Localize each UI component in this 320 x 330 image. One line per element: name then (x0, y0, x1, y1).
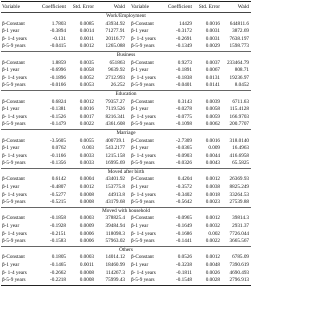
cell-coefficient-left: 1.8859 (51, 59, 66, 66)
cell-variable-left: β- 1-4 years (2, 35, 27, 42)
cell-coefficient-right: -0.0278 (176, 106, 192, 113)
cell-coefficient-left: 0.6824 (51, 98, 66, 105)
table-row (1, 99, 251, 107)
cell-wald-left: 9639.92 (108, 67, 125, 74)
cell-variable-right: β- 1-4 years (131, 269, 156, 276)
cell-variable-left: β- 1-4 years (2, 191, 27, 198)
cell-coefficient-left: 0.1805 (51, 254, 66, 261)
cell-std-error-left: 0.0053 (79, 82, 94, 89)
table-row (1, 176, 251, 184)
cell-wald-right: 7638.197 (229, 35, 249, 42)
cell-variable-right: β-5-9 years (131, 160, 155, 167)
cell-variable-right: β-Constant (131, 254, 154, 261)
cell-coefficient-right: -0.0965 (176, 215, 192, 222)
cell-wald-left: 18460.99 (105, 262, 125, 268)
cell-coefficient-right: -0.1891 (176, 67, 192, 74)
cell-variable-right: β- 1-4 years (131, 191, 156, 198)
cell-variable-left: β- 1-4 years (2, 269, 27, 276)
header-variable-right: Variable (131, 4, 149, 10)
cell-coefficient-left: 0.6142 (51, 176, 66, 183)
cell-variable-right: β-Constant (131, 176, 154, 183)
cell-std-error-right: 0.0012 (205, 176, 220, 183)
cell-variable-right: β-5-9 years (131, 199, 155, 206)
cell-wald-left: 7119.526 (105, 106, 125, 113)
cell-variable-left: β-5-9 years (2, 43, 26, 50)
table-body (1, 13, 251, 285)
table-row (1, 223, 251, 231)
cell-std-error-left: 0.0011 (79, 262, 94, 268)
cell-wald-right: 2931.37 (232, 223, 249, 230)
cell-coefficient-left: -0.1465 (50, 262, 66, 268)
cell-variable-right: β- 1-4 years (131, 113, 156, 120)
cell-coefficient-left: -0.1356 (50, 160, 66, 167)
cell-variable-left: β- 1-4 years (2, 113, 27, 120)
cell-wald-left: 1265.088 (105, 43, 125, 50)
cell-wald-right: 644811.6 (229, 20, 249, 27)
cell-coefficient-right: -0.1811 (176, 269, 192, 276)
cell-coefficient-right: -0.1649 (176, 223, 192, 230)
cell-wald-right: 4690.493 (229, 269, 249, 276)
cell-wald-right: 65.5825 (232, 160, 249, 167)
cell-std-error-left: 0.0012 (79, 184, 94, 191)
cell-wald-right: 8825.249 (229, 184, 249, 191)
cell-wald-right: 6785.09 (232, 254, 249, 261)
cell-wald-left: 43934.92 (105, 20, 125, 27)
cell-variable-right: β- 1-4 years (131, 35, 156, 42)
cell-coefficient-left: -0.1479 (50, 121, 66, 128)
cell-variable-right: β-5-9 years (131, 82, 155, 89)
cell-coefficient-left: -0.5215 (50, 199, 66, 206)
cell-std-error-left: 0.0012 (79, 98, 94, 105)
table-row (1, 153, 251, 161)
table-row (1, 121, 251, 129)
cell-wald-right: 26369.93 (229, 176, 249, 183)
header-coefficient-left: Coefficient (41, 4, 66, 10)
cell-coefficient-right: -0.1548 (176, 277, 192, 284)
table-row (1, 254, 251, 262)
cell-variable-left: β-1 year (2, 223, 20, 230)
cell-std-error-left: 0.0006 (79, 230, 94, 237)
cell-variable-right: β-1 year (131, 184, 149, 191)
cell-std-error-left: 0.003 (82, 145, 94, 152)
section-title: Work/Employment (106, 13, 146, 19)
cell-std-error-right: 0.002 (208, 230, 220, 237)
cell-std-error-right: 0.0029 (205, 43, 220, 50)
table-row (1, 262, 251, 270)
table-row (1, 145, 251, 153)
section-title: Others (1, 246, 251, 255)
table-row (1, 231, 251, 239)
cell-variable-left: β-Constant (2, 215, 25, 222)
table-row (1, 138, 251, 146)
cell-std-error-right: 0.0062 (205, 121, 220, 128)
cell-wald-right: 16.4963 (232, 145, 249, 152)
cell-variable-left: β-5-9 years (2, 277, 26, 284)
cell-coefficient-right: -0.0903 (176, 152, 192, 159)
header-wald-right: Wald (237, 4, 249, 10)
cell-coefficient-left: -0.6996 (50, 67, 66, 74)
cell-coefficient-right: -0.0401 (176, 82, 192, 89)
cell-std-error-right: 0.0022 (205, 238, 220, 245)
table-row (1, 160, 251, 168)
cell-variable-left: β-5-9 years (2, 121, 26, 128)
cell-variable-right: β- 1-4 years (131, 230, 156, 237)
cell-wald-right: 27539.88 (229, 199, 249, 206)
cell-wald-left: 43401.92 (105, 176, 125, 183)
cell-std-error-right: 0.0012 (205, 254, 220, 261)
cell-variable-right: β-1 year (131, 262, 149, 268)
cell-std-error-right: 0.0032 (205, 223, 220, 230)
cell-coefficient-left: -0.4807 (50, 184, 66, 191)
cell-std-error-left: 0.0003 (79, 215, 94, 222)
table-row (1, 21, 251, 29)
cell-coefficient-left: -3.5605 (50, 137, 66, 144)
cell-wald-right: 7390.619 (229, 262, 249, 268)
cell-variable-right: β-Constant (131, 215, 154, 222)
cell-wald-right: 39814.3 (232, 215, 249, 222)
cell-std-error-right: 0.0031 (205, 28, 220, 35)
cell-coefficient-left: -0.1928 (50, 223, 66, 230)
cell-variable-left: β-1 year (2, 106, 20, 113)
cell-wald-right: 808.71 (234, 67, 249, 74)
cell-std-error-right: 0.0043 (205, 160, 220, 167)
cell-std-error-left: 0.0008 (79, 277, 94, 284)
table-row (1, 67, 251, 75)
cell-std-error-right: 0.0044 (205, 152, 220, 159)
cell-variable-right: β- 1-4 years (131, 152, 156, 159)
cell-wald-right: 7726.044 (229, 230, 249, 237)
section-title: Marriage (1, 129, 251, 138)
cell-std-error-left: 0.0006 (79, 238, 94, 245)
cell-wald-left: 79357.27 (105, 98, 125, 105)
header-std-error-left: Std. Error (72, 4, 94, 10)
cell-coefficient-right: 0.3143 (177, 98, 192, 105)
cell-coefficient-left: -0.0415 (50, 43, 66, 50)
cell-wald-left: 118098.3 (105, 230, 125, 237)
cell-variable-right: β-5-9 years (131, 43, 155, 50)
cell-wald-left: 1215.158 (105, 152, 125, 159)
cell-variable-left: β-Constant (2, 254, 25, 261)
cell-variable-left: β-Constant (2, 98, 25, 105)
table-bottom-rule (1, 285, 251, 286)
cell-coefficient-right: -0.1349 (176, 43, 192, 50)
cell-wald-left: 4361.608 (105, 121, 125, 128)
header-variable-left: Variable (2, 4, 20, 10)
cell-wald-left: 39484.94 (105, 223, 125, 230)
cell-variable-left: β-1 year (2, 184, 20, 191)
cell-wald-right: 2796.913 (229, 277, 249, 284)
cell-variable-left: β-1 year (2, 28, 20, 35)
cell-std-error-left: 0.0008 (79, 191, 94, 198)
cell-wald-left: 2712.993 (105, 74, 125, 81)
cell-std-error-right: 0.0059 (205, 113, 220, 120)
cell-std-error-left: 0.0008 (79, 269, 94, 276)
cell-coefficient-left: 0.0762 (51, 145, 66, 152)
cell-coefficient-right: -0.1686 (176, 230, 192, 237)
cell-variable-left: β-Constant (2, 176, 25, 183)
cell-wald-left: 44913.8 (108, 191, 125, 198)
table-row (1, 270, 251, 278)
cell-std-error-right: 0.0016 (205, 20, 220, 27)
cell-std-error-left: 0.0008 (79, 199, 94, 206)
cell-wald-left: 543.2177 (105, 145, 125, 152)
cell-variable-right: β- 1-4 years (131, 74, 156, 81)
cell-wald-right: 33264.53 (229, 191, 249, 198)
cell-variable-left: β-Constant (2, 59, 25, 66)
header-coefficient-right: Coefficient (167, 4, 192, 10)
cell-variable-left: β- 1-4 years (2, 74, 27, 81)
cell-std-error-left: 0.0085 (79, 20, 94, 27)
table-row (1, 36, 251, 44)
cell-std-error-right: 0.0026 (205, 269, 220, 276)
cell-variable-right: β-1 year (131, 67, 149, 74)
cell-wald-right: 1598.773 (229, 43, 249, 50)
cell-coefficient-right: 0.4204 (177, 176, 192, 183)
cell-coefficient-left: 1.7803 (51, 20, 66, 27)
cell-coefficient-right: -0.1098 (176, 121, 192, 128)
cell-std-error-left: 0.0017 (79, 113, 94, 120)
section-title: Education (1, 90, 251, 99)
cell-coefficient-right: -0.3238 (176, 262, 192, 268)
cell-coefficient-left: -0.0166 (50, 82, 66, 89)
cell-std-error-right: 0.009 (208, 145, 220, 152)
cell-std-error-left: 0.0035 (79, 59, 94, 66)
cell-coefficient-right: -2.7309 (176, 137, 192, 144)
cell-std-error-right: 0.0038 (205, 184, 220, 191)
cell-std-error-right: 0.0039 (205, 98, 220, 105)
cell-coefficient-right: 0.9273 (177, 59, 192, 66)
cell-wald-left: 71277.91 (105, 28, 125, 35)
cell-wald-right: 8.0452 (234, 82, 249, 89)
cell-std-error-right: 0.0028 (205, 277, 220, 284)
table-row (1, 75, 251, 83)
cell-variable-left: β- 1-4 years (2, 152, 27, 159)
cell-wald-right: 6711.63 (232, 98, 249, 105)
cell-std-error-right: 0.0048 (205, 262, 220, 268)
cell-coefficient-right: -0.5642 (176, 199, 192, 206)
cell-variable-left: β-5-9 years (2, 238, 26, 245)
cell-std-error-left: 0.0016 (79, 106, 94, 113)
cell-std-error-right: 0.0031 (205, 35, 220, 42)
header-std-error-right: Std. Error (198, 4, 220, 10)
cell-std-error-right: 0.0131 (205, 74, 220, 81)
cell-wald-left: 43179.68 (105, 199, 125, 206)
cell-coefficient-left: -0.1858 (50, 215, 66, 222)
cell-wald-left: 400739.1 (105, 137, 125, 144)
table-row (1, 60, 251, 68)
cell-coefficient-right: -0.3402 (176, 191, 192, 198)
cell-std-error-left: 0.0033 (79, 152, 94, 159)
cell-coefficient-left: -0.131 (52, 35, 66, 42)
cell-std-error-left: 0.0052 (79, 74, 94, 81)
cell-coefficient-left: -0.2662 (50, 269, 66, 276)
cell-wald-right: 233464.79 (226, 59, 249, 66)
cell-variable-right: β-5-9 years (131, 238, 155, 245)
cell-coefficient-left: -0.5277 (50, 191, 66, 198)
cell-std-error-left: 0.0033 (79, 160, 94, 167)
section-title: Moved after birth (1, 168, 251, 177)
cell-wald-right: 19236.97 (229, 74, 249, 81)
table-row (1, 43, 251, 51)
cell-std-error-right: 0.0058 (205, 106, 220, 113)
section-title: Business (1, 51, 251, 60)
cell-wald-right: 166.9703 (229, 113, 249, 120)
cell-wald-left: 57963.02 (105, 238, 125, 245)
cell-coefficient-left: -0.1526 (50, 113, 66, 120)
cell-variable-left: β- 1-4 years (2, 230, 27, 237)
cell-wald-left: 16995.69 (105, 160, 125, 167)
cell-coefficient-left: -0.3894 (50, 28, 66, 35)
cell-variable-left: β-Constant (2, 20, 25, 27)
cell-std-error-left: 0.0011 (79, 35, 94, 42)
cell-std-error-left: 0.0014 (79, 28, 94, 35)
cell-coefficient-right: -0.3572 (176, 184, 192, 191)
cell-coefficient-right: -0.3172 (176, 28, 192, 35)
cell-variable-right: β-5-9 years (131, 277, 155, 284)
cell-coefficient-left: -0.1896 (50, 74, 66, 81)
cell-wald-right: 3872.69 (232, 28, 249, 35)
cell-variable-right: β-1 year (131, 145, 149, 152)
cell-variable-left: β-5-9 years (2, 160, 26, 167)
cell-std-error-right: 0.0012 (205, 215, 220, 222)
cell-std-error-left: 0.0003 (79, 254, 94, 261)
cell-wald-left: 26.252 (110, 82, 125, 89)
cell-std-error-right: 0.0067 (205, 67, 220, 74)
cell-wald-right: 318.0140 (229, 137, 249, 144)
cell-variable-right: β-Constant (131, 98, 154, 105)
cell-variable-left: β-1 year (2, 67, 20, 74)
cell-std-error-right: 0.0016 (205, 137, 220, 144)
table-row (1, 215, 251, 223)
table-row (1, 114, 251, 122)
cell-wald-left: 75999.43 (105, 277, 125, 284)
cell-std-error-left: 0.0058 (79, 67, 94, 74)
table-header-row (1, 2, 251, 12)
cell-variable-right: β-Constant (131, 59, 154, 66)
table-row (1, 192, 251, 200)
cell-variable-left: β-1 year (2, 145, 20, 152)
cell-std-error-right: 0.0037 (205, 59, 220, 66)
cell-coefficient-left: -0.1166 (50, 152, 66, 159)
cell-coefficient-left: -0.2151 (50, 230, 66, 237)
cell-variable-left: β-1 year (2, 262, 20, 268)
cell-wald-left: 20116.77 (105, 35, 125, 42)
cell-variable-right: β-Constant (131, 137, 154, 144)
cell-variable-left: β-5-9 years (2, 199, 26, 206)
table-row (1, 28, 251, 36)
cell-variable-left: β-5-9 years (2, 82, 26, 89)
cell-wald-right: 416.6958 (229, 152, 249, 159)
cell-variable-right: β-Constant (131, 20, 154, 27)
section-title: Moved with household (1, 207, 251, 216)
cell-coefficient-left: -0.1583 (50, 238, 66, 245)
table-row (1, 106, 251, 114)
cell-wald-right: 115.4128 (229, 106, 249, 113)
cell-std-error-left: 0.0055 (79, 137, 94, 144)
cell-std-error-right: 0.0023 (205, 199, 220, 206)
table-row (1, 199, 251, 207)
cell-std-error-right: 0.0018 (205, 191, 220, 198)
cell-coefficient-left: -0.2218 (50, 277, 66, 284)
table-row (1, 82, 251, 90)
cell-std-error-left: 0.0022 (79, 121, 94, 128)
cell-wald-right: 200.7707 (229, 121, 249, 128)
cell-coefficient-left: -0.1381 (50, 106, 66, 113)
cell-std-error-left: 0.0004 (79, 176, 94, 183)
table-row (1, 184, 251, 192)
cell-coefficient-right: -0.0326 (176, 160, 192, 167)
cell-wald-left: 8216.341 (105, 113, 125, 120)
header-wald-left: Wald (113, 4, 125, 10)
cell-coefficient-right: 0.0526 (177, 254, 192, 261)
table-row (1, 277, 251, 285)
cell-variable-right: β-1 year (131, 106, 149, 113)
cell-wald-right: 3665.567 (229, 238, 249, 245)
table-row (1, 238, 251, 246)
cell-coefficient-right: -0.0775 (176, 113, 192, 120)
cell-variable-left: β-Constant (2, 137, 25, 144)
cell-variable-right: β-5-9 years (131, 121, 155, 128)
cell-wald-left: 378825.4 (105, 215, 125, 222)
cell-wald-left: 14014.12 (105, 254, 125, 261)
cell-coefficient-right: -0.2691 (176, 35, 192, 42)
cell-std-error-left: 0.0012 (79, 43, 94, 50)
cell-std-error-left: 0.0009 (79, 223, 94, 230)
cell-coefficient-right: 14429 (179, 20, 192, 27)
cell-coefficient-right: -0.0365 (176, 145, 192, 152)
cell-wald-left: 114267.3 (105, 269, 125, 276)
cell-std-error-right: 0.0141 (205, 82, 220, 89)
cell-variable-right: β-1 year (131, 28, 149, 35)
cell-wald-left: 153775.8 (105, 184, 125, 191)
cell-coefficient-right: -0.1838 (176, 74, 192, 81)
cell-variable-right: β-1 year (131, 223, 149, 230)
cell-coefficient-right: -0.1441 (176, 238, 192, 245)
cell-wald-left: 651863 (109, 59, 125, 66)
